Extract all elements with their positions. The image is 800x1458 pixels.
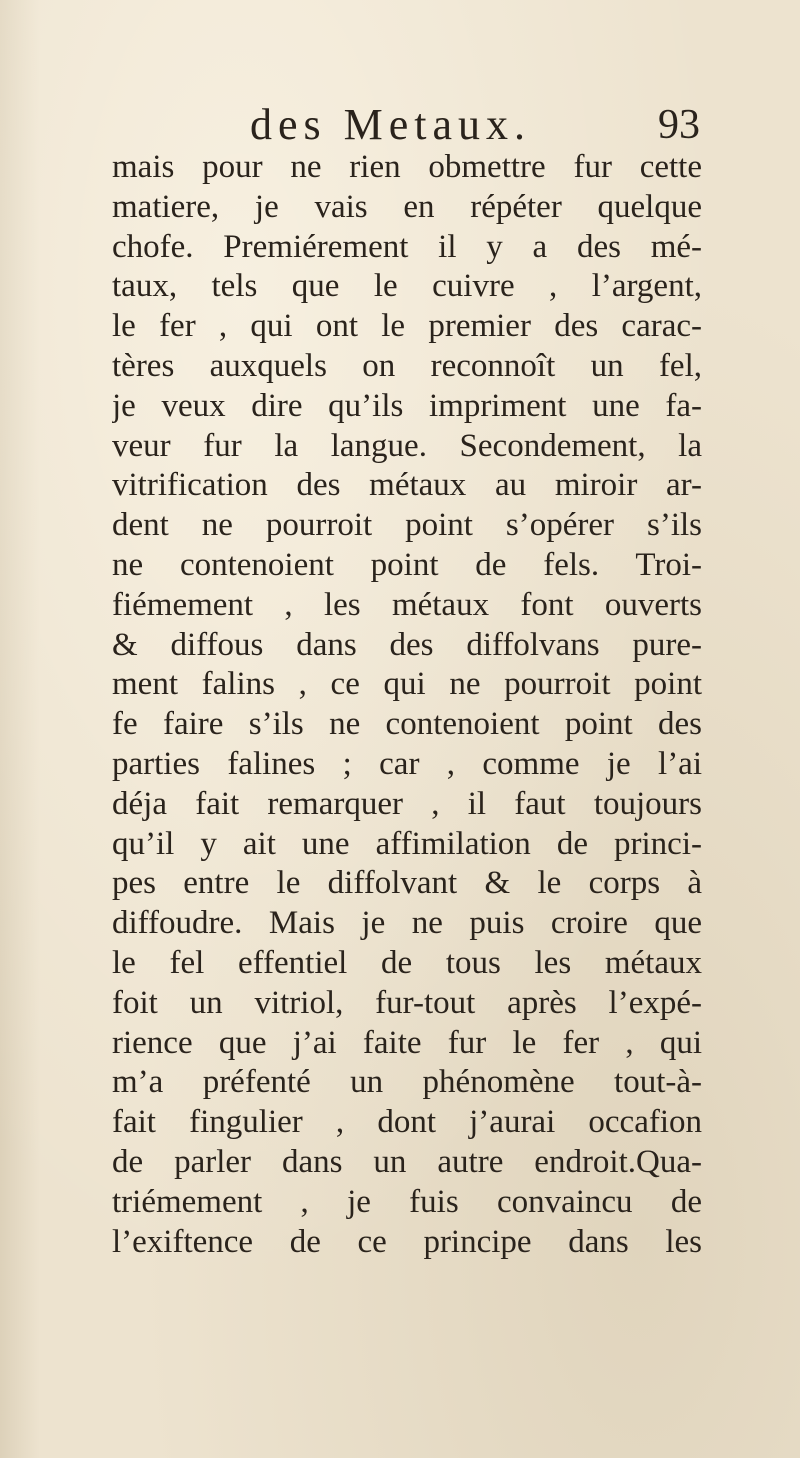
text-line: parties falines ; car , comme je l’ai: [112, 745, 702, 782]
text-line: ne contenoient point de fels. Troi-: [112, 546, 702, 583]
text-line: fiémement , les métaux font ouverts: [112, 586, 702, 623]
text-line: le fer , qui ont le premier des carac-: [112, 308, 702, 345]
text-line: chofe. Premiérement il y a des mé-: [112, 228, 702, 265]
text-line: fe faire s’ils ne contenoient point des: [112, 706, 702, 743]
text-line: ment falins , ce qui ne pourroit point: [112, 666, 702, 703]
text-line: triémement , je fuis convaincu de: [112, 1183, 702, 1220]
running-title: des Metaux.: [250, 100, 532, 149]
text-line: foit un vitriol, fur-tout après l’expé-: [112, 984, 702, 1021]
text-line: & diffous dans des diffolvans pure-: [112, 626, 702, 663]
text-line: m’a préfenté un phénomène tout-à-: [112, 1064, 702, 1101]
text-line: diffoudre. Mais je ne puis croire que: [112, 905, 702, 942]
page-number: 93: [658, 102, 700, 148]
text-line: vitrification des métaux au miroir ar-: [112, 467, 702, 504]
text-line: rience que j’ai faite fur le fer , qui: [112, 1024, 702, 1061]
text-line: matiere, je vais en répéter quelque: [112, 188, 702, 225]
text-line: dent ne pourroit point s’opérer s’ils: [112, 507, 702, 544]
body-text: [112, 148, 702, 1262]
text-line: veur fur la langue. Secondement, la: [112, 427, 702, 464]
running-head: [250, 100, 700, 150]
text-line: déja fait remarquer , il faut toujours: [112, 785, 702, 822]
text-line: l’exiftence de ce principe dans les: [112, 1223, 702, 1260]
text-line: le fel effentiel de tous les métaux: [112, 944, 702, 981]
text-line: pes entre le diffolvant & le corps à: [112, 865, 702, 902]
text-line: qu’il y ait une affimilation de princi-: [112, 825, 702, 862]
text-line: tères auxquels on reconnoît un fel,: [112, 347, 702, 384]
text-line: mais pour ne rien obmettre fur cette: [112, 149, 702, 185]
text-line: fait fingulier , dont j’aurai occafion: [112, 1104, 702, 1141]
text-line: taux, tels que le cuivre , l’argent,: [112, 268, 702, 305]
text-line: je veux dire qu’ils impriment une fa-: [112, 387, 702, 424]
text-line: de parler dans un autre endroit.Qua-: [112, 1143, 702, 1180]
